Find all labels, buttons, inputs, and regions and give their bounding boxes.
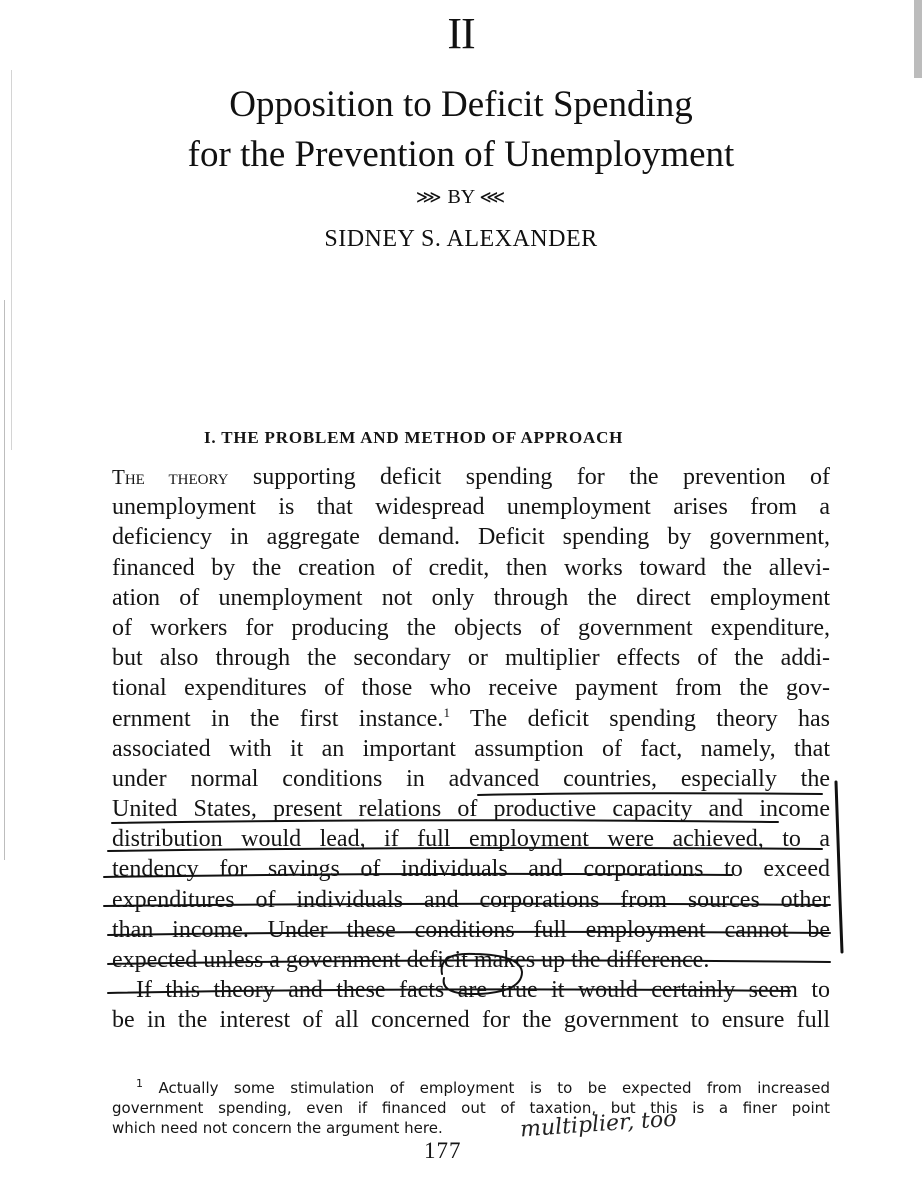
body-text (112, 462, 830, 1036)
footnote (112, 1078, 830, 1138)
text-line: be in the interest of all concerned for the government to ensure full (112, 1007, 830, 1034)
handwritten-note: multiplier, too (519, 1106, 678, 1143)
footnote-line: which need not concern the argument here. (112, 1119, 443, 1137)
ornament-left-icon: ⋙ (415, 187, 443, 207)
author-name: SIDNEY S. ALEXANDER (324, 226, 598, 252)
title-line: for the Prevention of Unemployment (187, 134, 735, 175)
section-heading: I. THE PROBLEM AND METHOD OF APPROACH (204, 428, 624, 447)
scan-edge-line (4, 300, 5, 860)
text-line: under normal conditions in advanced countries, especially the (112, 765, 830, 792)
byline (0, 186, 922, 209)
text-line: tendency for savings of individuals and corporations to exceed (112, 856, 830, 883)
text-line: than income. Under these conditions full employment cannot be (112, 916, 830, 943)
chapter-number: II (447, 9, 475, 58)
text-line: expected unless a government deficit makes up the difference. (112, 947, 710, 973)
title-line: Opposition to Deficit Spending (229, 84, 693, 125)
lead-small-caps: The theory (112, 465, 229, 489)
footnote-line: government spending, even if financed out of taxation, but this is a finer point (112, 1099, 830, 1117)
text-line: tional expenditures of those who receive payment from the gov- (112, 675, 830, 702)
page-number: 177 (424, 1138, 462, 1163)
text-line: expenditures of individuals and corporations from sources other (112, 886, 830, 913)
text-line: deficiency in aggregate demand. Deficit spending by government, (112, 524, 830, 551)
ornament-right-icon: ⋘ (479, 187, 507, 207)
text-line: associated with it an important assumption of fact, namely, that (112, 735, 830, 762)
text-line: ation of unemployment not only through the direct employment (112, 584, 830, 611)
footnote-reference: 1 (443, 704, 450, 720)
footnote-line: $^1$ Actually some stimulation of employment is to be expected from increased (136, 1077, 830, 1097)
text-line: but also through the secondary or multiplier effects of the addi- (112, 645, 830, 672)
text-line: of workers for producing the objects of government expenditure, (112, 614, 830, 641)
margin-bar (836, 782, 842, 952)
text-line: distribution would lead, if full employment were achieved, to a (112, 826, 830, 853)
text-line: ernment in the first instance.$^1$ The deficit spending theory has (112, 704, 830, 732)
byline-label: BY (447, 186, 475, 208)
footnote-marker: 1 (136, 1077, 143, 1090)
text-line: The theory supporting deficit spending for the prevention of (112, 464, 830, 490)
text-line: If this theory and these facts are true it would certainly seem to (136, 977, 830, 1004)
text-line: unemployment is that widespread unemployment arises from a (112, 494, 830, 521)
text-line: financed by the creation of credit, then works toward the allevi- (112, 554, 830, 581)
chapter-title (0, 80, 922, 180)
text-line: United States, present relations of productive capacity and income (112, 796, 830, 823)
